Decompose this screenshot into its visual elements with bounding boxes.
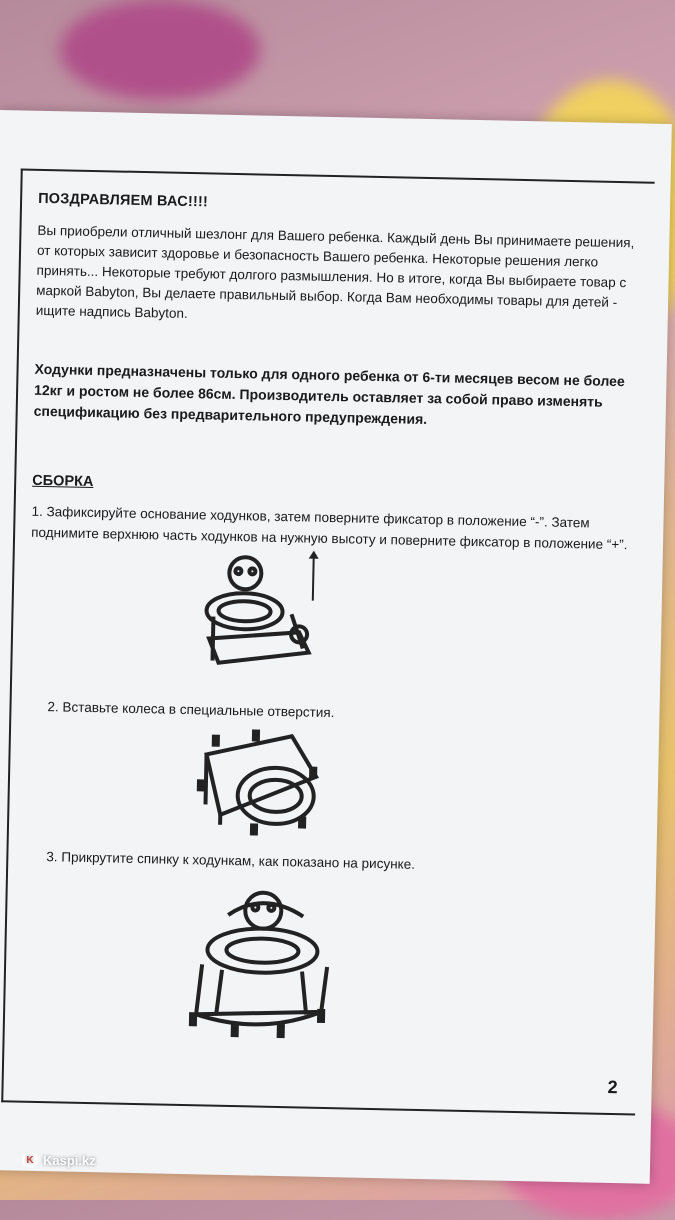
step-2-text: 2. Вставьте колеса в специальные отверстия. (47, 699, 335, 721)
step-1-text: 1. Зафиксируйте основание ходунков, затем поверните фиксатор в положение “-”. Затем поднимите верхнюю часть ходунков на нужную высоту и поверните фиксатор в положение “+”. (31, 503, 628, 553)
instruction-sheet (0, 110, 672, 1184)
background-toy (60, 0, 260, 100)
walker-figure-3 (180, 884, 343, 1047)
walker-figure-2 (190, 724, 332, 847)
assembly-section-title: СБОРКА (32, 472, 94, 491)
walker-figure-1 (198, 550, 331, 683)
step-3-text: 3. Прикрутите спинку к ходункам, как показано на рисунке. (46, 849, 416, 872)
watermark-text: Kaspi.kz (43, 1152, 96, 1168)
kaspi-watermark (22, 1152, 96, 1168)
page-number: 2 (607, 1076, 618, 1098)
congrats-heading: ПОЗДРАВЛЯЕМ ВАС!!!! (37, 190, 209, 211)
kaspi-logo-icon: K (22, 1152, 38, 1168)
intro-paragraph: Вы приобрели отличный шезлонг для Вашего ребенка. Каждый день Вы принимаете решения, от которых зависит здоровье и безопасность Вашего ребенка. Некоторые решения легко принять... Некоторые требуют долгого размышления. Но в итоге, когда Вы выбираете товар с маркой Babyton, Вы делаете правильный выбор. Когда Вам необходимы товары для детей - ищите надпись Babyton. (35, 222, 635, 321)
warning-paragraph: Ходунки предназначены только для одного ребенка от 6-ти месяцев весом не более 12кг и ростом не более 86см. Производитель оставляет за собой право изменять спецификацию без предварительного предупреждения. (33, 360, 625, 428)
